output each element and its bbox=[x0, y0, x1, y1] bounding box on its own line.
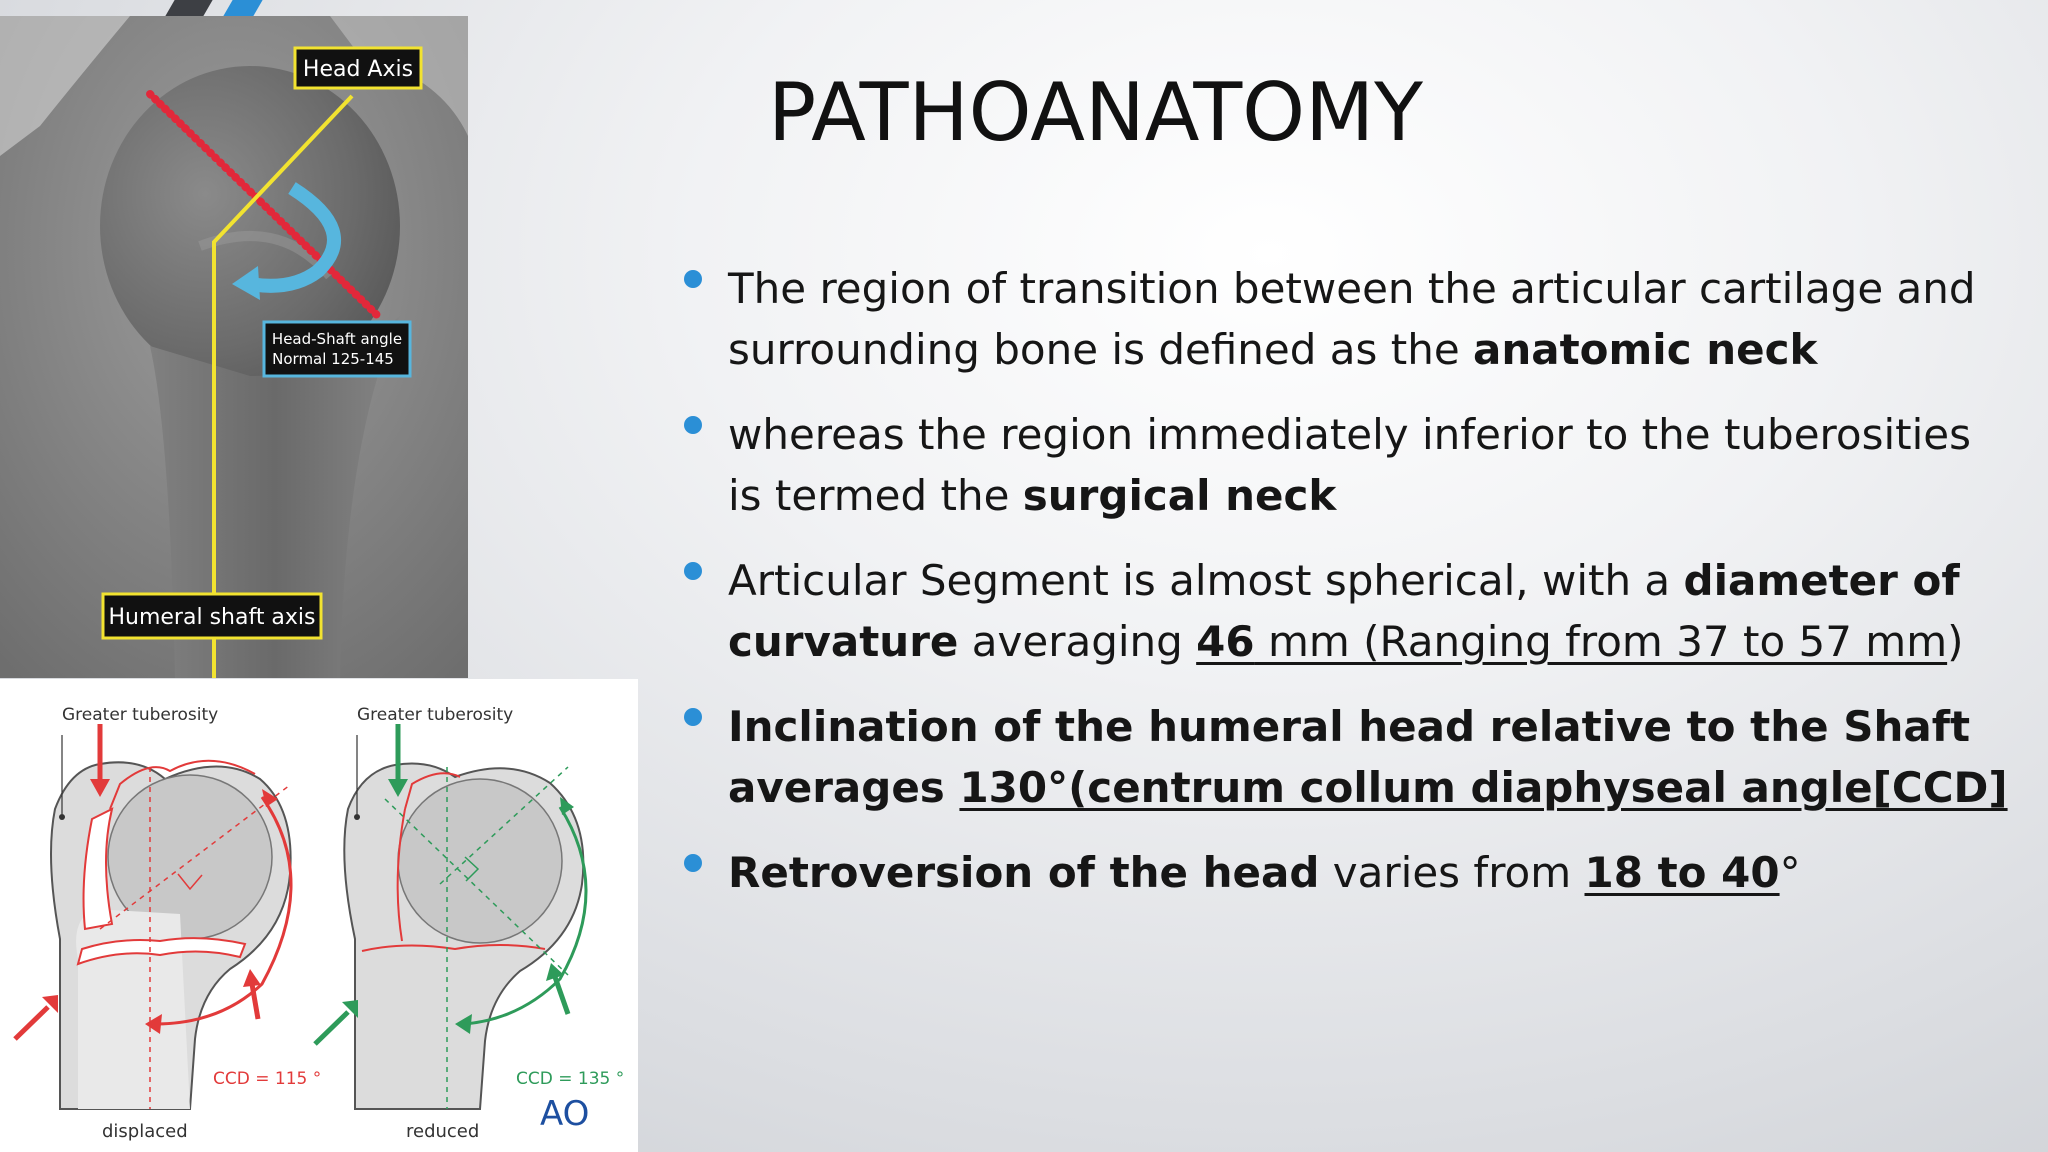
xray-image bbox=[0, 16, 468, 678]
caption-displaced: displaced bbox=[102, 1121, 188, 1142]
bullet-bold: Inclination of the humeral head relative to the Shaft averages bbox=[728, 702, 1971, 812]
bullet-underlined-bold: 130°(centrum collum diaphyseal angle[CCD] bbox=[959, 763, 2008, 812]
bullet-bold: anatomic neck bbox=[1473, 325, 1818, 374]
bullet-underlined-bold: 46 bbox=[1196, 617, 1255, 666]
ccd-label-left: CCD = 115 ° bbox=[213, 1069, 322, 1089]
ao-logo: AO bbox=[540, 1094, 590, 1134]
bullet-text: whereas the region immediately inferior to the tuberosities is termed the bbox=[728, 410, 1971, 520]
bullet-text: Articular Segment is almost spherical, with a bbox=[728, 556, 1684, 605]
slide-title: PATHOANATOMY bbox=[768, 66, 1424, 159]
angle-label-line1: Head-Shaft angle bbox=[271, 330, 403, 348]
bullet-text: ° bbox=[1779, 848, 1801, 897]
bullet-item bbox=[680, 696, 2010, 818]
bullet-item bbox=[680, 842, 2010, 903]
tuberosity-label-right: Greater tuberosity bbox=[357, 705, 514, 725]
bullet-text: ) bbox=[1947, 617, 1964, 666]
angle-label-line2: Normal 125-145 bbox=[272, 350, 394, 368]
bullet-text: varies from bbox=[1319, 848, 1585, 897]
bullet-text: The region of transition between the articular cartilage and surrounding bone is defined as the bbox=[728, 264, 1976, 374]
reduced-humerus bbox=[315, 724, 586, 1109]
bullet-underlined: mm (Ranging from 37 to 57 mm bbox=[1254, 617, 1948, 666]
displaced-humerus bbox=[15, 724, 291, 1109]
caption-reduced: reduced bbox=[406, 1121, 480, 1142]
bullet-dot-icon bbox=[684, 562, 702, 580]
bullet-item bbox=[680, 258, 2010, 380]
ccd-label-right: CCD = 135 ° bbox=[516, 1069, 625, 1089]
bullet-dot-icon bbox=[684, 854, 702, 872]
bullet-underlined-bold: 18 to 40 bbox=[1584, 848, 1780, 897]
bullet-item bbox=[680, 550, 2010, 672]
bullet-dot-icon bbox=[684, 708, 702, 726]
bullet-dot-icon bbox=[684, 416, 702, 434]
bullet-item bbox=[680, 404, 2010, 526]
shaft-axis-label: Humeral shaft axis bbox=[108, 605, 316, 630]
bullet-bold: Retroversion of the head bbox=[728, 848, 1320, 897]
corner-decoration-dark bbox=[165, 0, 212, 16]
bullet-dot-icon bbox=[684, 270, 702, 288]
bullet-list bbox=[680, 258, 2010, 927]
tuberosity-label-left: Greater tuberosity bbox=[62, 705, 219, 725]
bullet-bold: diameter of curvature bbox=[728, 556, 1960, 666]
ccd-diagram bbox=[0, 679, 638, 1152]
head-axis-label: Head Axis bbox=[302, 57, 414, 82]
bullet-bold: surgical neck bbox=[1022, 471, 1337, 520]
bullet-text: averaging bbox=[958, 617, 1197, 666]
corner-decoration-blue bbox=[223, 0, 262, 16]
